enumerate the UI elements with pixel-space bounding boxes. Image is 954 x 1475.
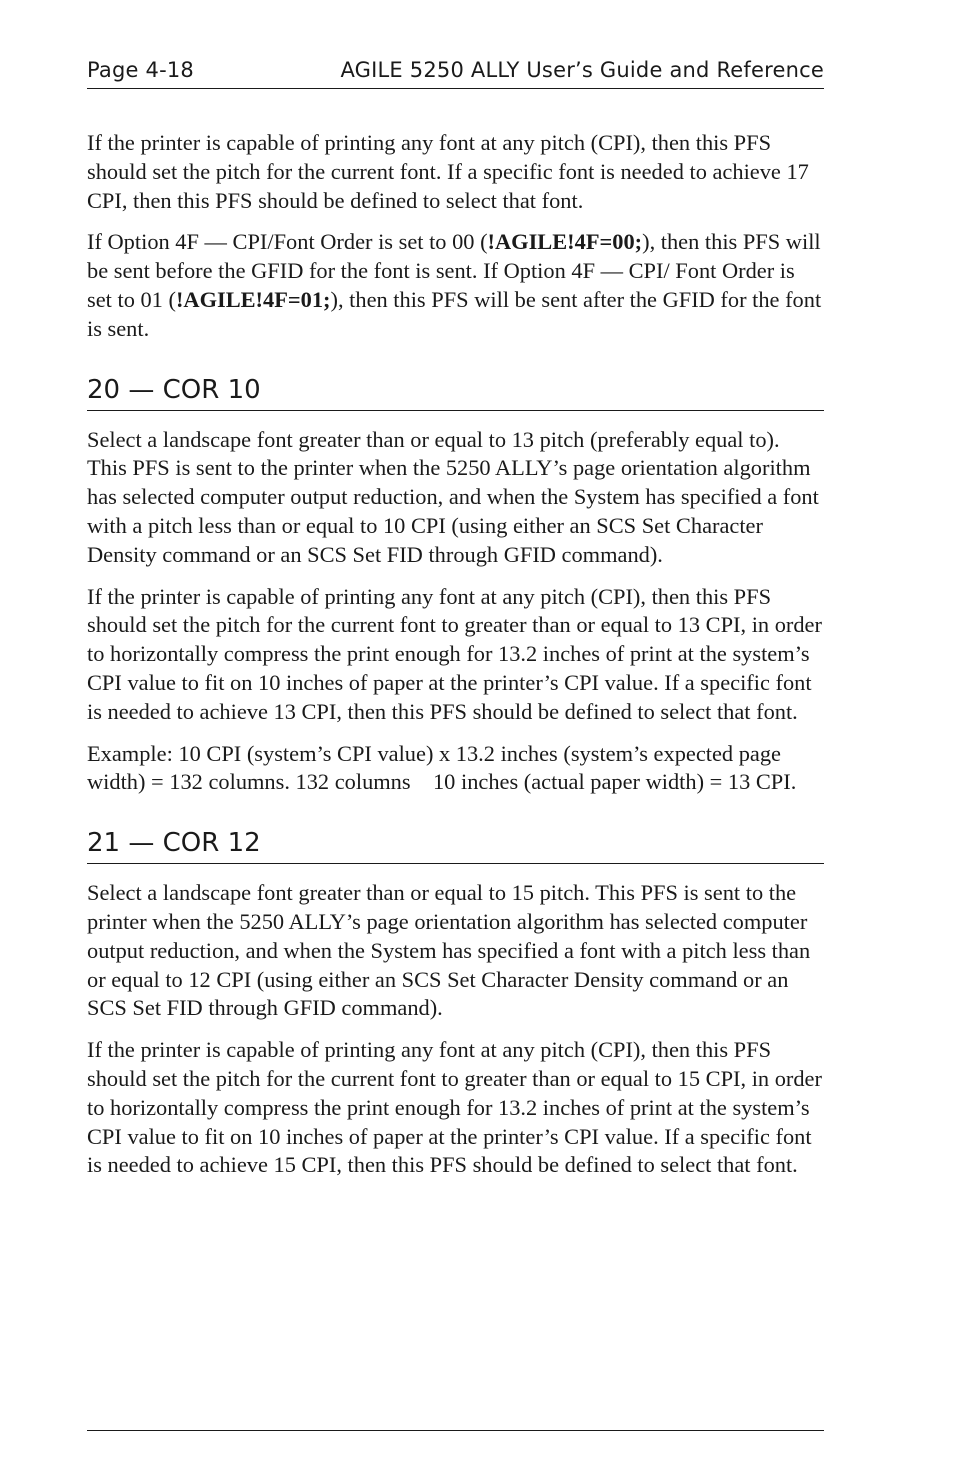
document-page (87, 58, 824, 1180)
cor-10-paragraph-1: Select a landscape font greater than or equal to 13 pitch (preferably equal to). This PFS is sent to the printer when the 5250 ALLY’s page orientation algorithm has selected computer output reduction, and when the System has specified a font with a pitch less than or equal to 10 CPI (using either an SCS Set Character Density command or an SCS Set FID through GFID command). (87, 426, 819, 567)
cor-12-paragraph-1: Select a landscape font greater than or equal to 15 pitch. This PFS is sent to the printer when the 5250 ALLY’s page orientation algorithm has selected computer output reduction, and when the System has specified a font with a pitch less than or equal to 12 CPI (using either an SCS Set Character Density command or an SCS Set FID through GFID command). (87, 880, 811, 1021)
footer-rule (87, 1430, 824, 1431)
intro-paragraph-2-text-1: If Option 4F — CPI/Font Order is set to 00 ( (87, 229, 488, 255)
cor-12-paragraph-2: If the printer is capable of printing any font at any pitch (CPI), then this PFS should set the pitch for the current font to greater than or equal to 15 CPI, in order to horizontally compress the print enough for 13.2 inches of print at the system’s CPI value to fit on 10 inches of paper at the printer’s CPI value. If a specific font is needed to achieve 15 CPI, then this PFS should be defined to select that font. (87, 1037, 822, 1178)
command-agile-4f-01: !AGILE!4F=01; (175, 286, 331, 312)
cor-10-paragraph-2: If the printer is capable of printing any font at any pitch (CPI), then this PFS should set the pitch for the current font to greater than or equal to 13 CPI, in order to horizontally compress the print enough for 13.2 inches of print at the system’s CPI value to fit on 10 inches of paper at the printer’s CPI value. If a specific font is needed to achieve 13 CPI, then this PFS should be defined to select that font. (87, 583, 822, 724)
page-number: Page 4-18 (87, 58, 194, 82)
cor-10-example-paragraph: Example: 10 CPI (system’s CPI value) x 13.2 inches (system’s expected page width) = 132 columns. 132 columns 10 inches (actual paper width) = 13 CPI. (87, 740, 797, 795)
intro-paragraph-2-text-3: ), then this PFS will be sent after the GFID for the font is sent. (87, 286, 822, 341)
command-agile-4f-00: !AGILE!4F=00; (487, 229, 643, 255)
document-title: AGILE 5250 ALLY User’s Guide and Reference (340, 58, 824, 82)
section-heading-cor-10: 20 — COR 10 (87, 374, 824, 411)
intro-paragraph-1: If the printer is capable of printing any font at any pitch (CPI), then this PFS should set the pitch for the current font. If a specific font is needed to achieve 17 CPI, then this PFS should be defined to select that font. (87, 130, 809, 213)
running-header (87, 58, 824, 89)
intro-paragraph-2 (87, 228, 824, 343)
intro-paragraph-2-text-2: ), then this PFS will be sent before the GFID for the font is sent. If Option 4F — CPI/ Font Order is set to 01 ( (87, 229, 821, 312)
section-heading-cor-12: 21 — COR 12 (87, 827, 824, 864)
